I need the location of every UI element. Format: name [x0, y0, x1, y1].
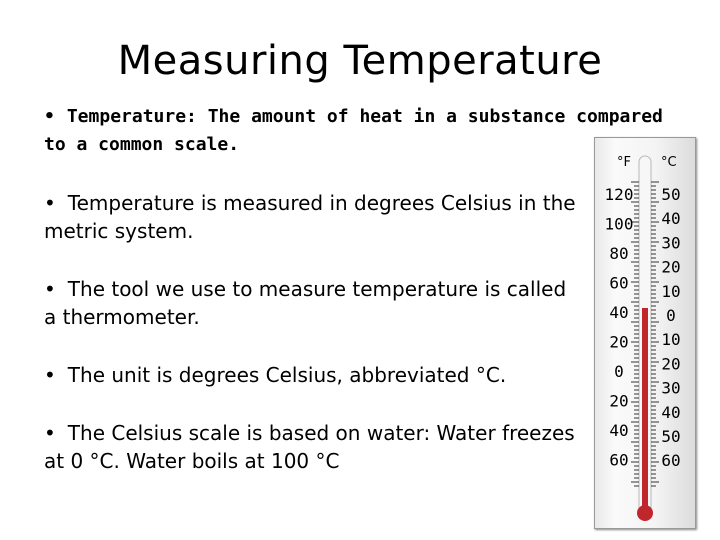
celsius-labels [661, 185, 680, 470]
bullet-marker: • [44, 277, 56, 301]
fahrenheit-labels [605, 185, 634, 470]
fahrenheit-label: 120 [604, 185, 634, 204]
fahrenheit-label: 0 [614, 362, 624, 381]
fahrenheit-label: 80 [609, 244, 629, 263]
celsius-label: 0 [666, 306, 676, 325]
fahrenheit-unit: °F [617, 155, 631, 170]
fahrenheit-label: 40 [609, 421, 629, 440]
bullet-text: Temperature is measured in degrees Celsius in the metric system. [44, 191, 576, 243]
celsius-unit: °C [661, 155, 677, 170]
bullet-marker: • [44, 421, 56, 445]
bullet-marker: • [44, 363, 56, 387]
bullet-marker: • [44, 191, 56, 215]
slide-title: Measuring Temperature [117, 38, 603, 84]
fahrenheit-label: 60 [609, 450, 629, 470]
celsius-label: 40 [661, 402, 681, 422]
fahrenheit-label: 20 [609, 391, 629, 411]
fahrenheit-label: 60 [609, 273, 629, 293]
celsius-label: 30 [661, 378, 681, 398]
celsius-label: 20 [661, 257, 681, 277]
thermometer-drawing [595, 138, 695, 528]
bullet-water-scale [44, 419, 584, 475]
fahrenheit-label: 100 [604, 214, 634, 234]
fahrenheit-label: 40 [609, 303, 629, 322]
celsius-label: 30 [661, 233, 681, 253]
celsius-label: 60 [661, 451, 681, 471]
bullet-text: The Celsius scale is based on water: Water freezes at 0 °C. Water boils at 100 °C [44, 421, 575, 473]
celsius-label: 10 [661, 281, 681, 301]
fahrenheit-label: 20 [609, 332, 629, 352]
celsius-label: 50 [661, 427, 681, 446]
mercury-bulb [637, 505, 653, 521]
bullet-unit [44, 361, 584, 389]
bullet-tool [44, 275, 584, 331]
celsius-label: 10 [661, 330, 681, 350]
bullet-text: The unit is degrees Celsius, abbreviated °C. [67, 363, 507, 387]
bullet-text: The tool we use to measure temperature is called a thermometer. [44, 277, 567, 329]
celsius-label: 20 [661, 354, 681, 374]
bullet-marker: • [44, 106, 55, 127]
bullet-definition [44, 103, 664, 159]
celsius-label: 40 [661, 209, 681, 229]
thermometer-image [594, 137, 696, 529]
celsius-label: 50 [661, 185, 681, 204]
mercury-column [642, 308, 648, 508]
bullet-text: Temperature: The amount of heat in a substance compared to a common scale. [44, 106, 663, 155]
bullet-metric [44, 189, 584, 245]
